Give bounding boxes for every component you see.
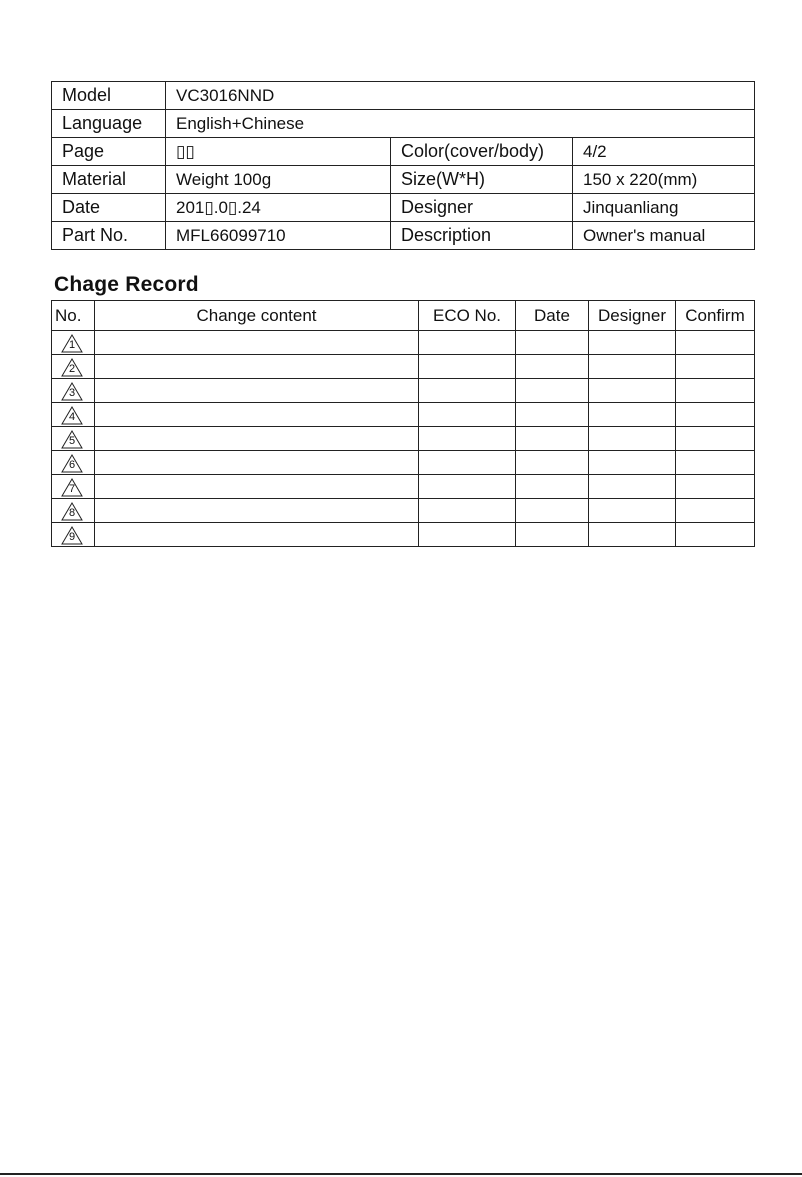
- revision-number: 6: [68, 458, 76, 471]
- confirm-cell: [676, 355, 755, 379]
- page-label: Page: [52, 138, 166, 166]
- table-row: [52, 499, 755, 523]
- date-cell: [516, 427, 589, 451]
- revision-triangle-icon: [61, 334, 83, 353]
- part-value: MFL66099710: [166, 222, 391, 250]
- part-label: Part No.: [52, 222, 166, 250]
- revision-number-cell: [52, 475, 95, 499]
- change-content-cell: [95, 451, 419, 475]
- eco-no-cell: [419, 451, 516, 475]
- header-designer: Designer: [589, 301, 676, 331]
- color-label: Color(cover/body): [391, 138, 573, 166]
- designer-cell: [589, 403, 676, 427]
- change-content-cell: [95, 499, 419, 523]
- date-cell: [516, 451, 589, 475]
- revision-number-cell: [52, 451, 95, 475]
- model-label: Model: [52, 82, 166, 110]
- header-eco-no: ECO No.: [419, 301, 516, 331]
- designer-cell: [589, 331, 676, 355]
- revision-triangle-icon: [61, 406, 83, 425]
- language-value: English+Chinese: [166, 110, 755, 138]
- table-row: [52, 355, 755, 379]
- change-content-cell: [95, 475, 419, 499]
- designer-cell: [589, 523, 676, 547]
- table-row: [52, 475, 755, 499]
- spec-row-part: [52, 222, 755, 250]
- table-row: [52, 331, 755, 355]
- revision-number-cell: [52, 499, 95, 523]
- date-cell: [516, 403, 589, 427]
- confirm-cell: [676, 475, 755, 499]
- eco-no-cell: [419, 331, 516, 355]
- confirm-cell: [676, 451, 755, 475]
- spec-row-material: [52, 166, 755, 194]
- change-record-table: [51, 300, 755, 547]
- change-content-cell: [95, 355, 419, 379]
- date-cell: [516, 331, 589, 355]
- eco-no-cell: [419, 475, 516, 499]
- eco-no-cell: [419, 379, 516, 403]
- designer-label: Designer: [391, 194, 573, 222]
- change-content-cell: [95, 523, 419, 547]
- revision-number-cell: [52, 331, 95, 355]
- revision-triangle-icon: [61, 454, 83, 473]
- revision-triangle-icon: [61, 478, 83, 497]
- revision-number: 2: [68, 362, 76, 375]
- date-cell: [516, 475, 589, 499]
- material-label: Material: [52, 166, 166, 194]
- eco-no-cell: [419, 427, 516, 451]
- revision-number: 8: [68, 506, 76, 519]
- spec-row-model: [52, 82, 755, 110]
- language-label: Language: [52, 110, 166, 138]
- date-value: 201▯.0▯.24: [166, 194, 391, 222]
- confirm-cell: [676, 331, 755, 355]
- revision-number: 7: [68, 482, 76, 495]
- revision-triangle-icon: [61, 430, 83, 449]
- designer-value: Jinquanliang: [573, 194, 755, 222]
- eco-no-cell: [419, 355, 516, 379]
- date-cell: [516, 523, 589, 547]
- spec-row-language: [52, 110, 755, 138]
- material-value: Weight 100g: [166, 166, 391, 194]
- confirm-cell: [676, 403, 755, 427]
- revision-number-cell: [52, 403, 95, 427]
- designer-cell: [589, 499, 676, 523]
- description-label: Description: [391, 222, 573, 250]
- revision-number-cell: [52, 379, 95, 403]
- table-row: [52, 523, 755, 547]
- confirm-cell: [676, 523, 755, 547]
- spec-row-date: [52, 194, 755, 222]
- revision-number: 5: [68, 434, 76, 447]
- spec-table: [51, 81, 755, 250]
- eco-no-cell: [419, 499, 516, 523]
- change-content-cell: [95, 427, 419, 451]
- table-row: [52, 451, 755, 475]
- revision-number: 9: [68, 530, 76, 543]
- bottom-rule: [0, 1173, 802, 1175]
- date-cell: [516, 355, 589, 379]
- date-label: Date: [52, 194, 166, 222]
- header-date: Date: [516, 301, 589, 331]
- revision-number: 4: [68, 410, 76, 423]
- eco-no-cell: [419, 523, 516, 547]
- header-change-content: Change content: [95, 301, 419, 331]
- table-row: [52, 427, 755, 451]
- change-record-title: Chage Record: [54, 273, 199, 296]
- revision-triangle-icon: [61, 358, 83, 377]
- confirm-cell: [676, 379, 755, 403]
- designer-cell: [589, 427, 676, 451]
- date-cell: [516, 499, 589, 523]
- revision-number-cell: [52, 355, 95, 379]
- header-confirm: Confirm: [676, 301, 755, 331]
- color-value: 4/2: [573, 138, 755, 166]
- page-value: ▯▯: [166, 138, 391, 166]
- revision-triangle-icon: [61, 382, 83, 401]
- change-record-body: [52, 331, 755, 547]
- revision-number: 1: [68, 338, 76, 351]
- revision-triangle-icon: [61, 502, 83, 521]
- revision-number-cell: [52, 523, 95, 547]
- designer-cell: [589, 451, 676, 475]
- confirm-cell: [676, 427, 755, 451]
- description-value: Owner's manual: [573, 222, 755, 250]
- designer-cell: [589, 355, 676, 379]
- size-value: 150 x 220(mm): [573, 166, 755, 194]
- revision-number-cell: [52, 427, 95, 451]
- change-record-header-row: [52, 301, 755, 331]
- designer-cell: [589, 475, 676, 499]
- table-row: [52, 403, 755, 427]
- designer-cell: [589, 379, 676, 403]
- change-content-cell: [95, 331, 419, 355]
- change-content-cell: [95, 403, 419, 427]
- revision-triangle-icon: [61, 526, 83, 545]
- eco-no-cell: [419, 403, 516, 427]
- model-value: VC3016NND: [166, 82, 755, 110]
- size-label: Size(W*H): [391, 166, 573, 194]
- confirm-cell: [676, 499, 755, 523]
- spec-row-page: [52, 138, 755, 166]
- table-row: [52, 379, 755, 403]
- change-content-cell: [95, 379, 419, 403]
- date-cell: [516, 379, 589, 403]
- revision-number: 3: [68, 386, 76, 399]
- header-no: No.: [52, 301, 95, 331]
